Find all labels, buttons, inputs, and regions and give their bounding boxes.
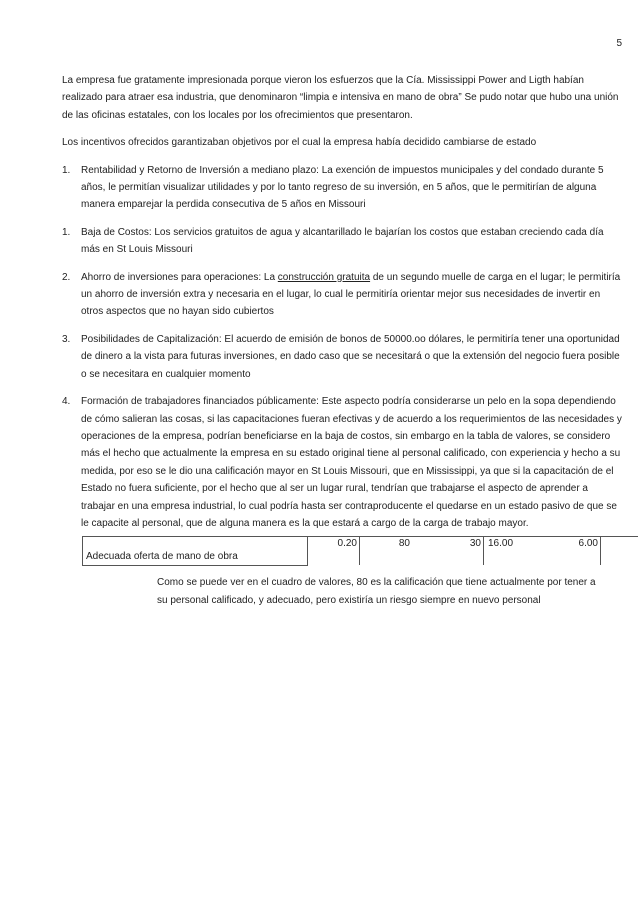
conclusion-paragraph: Como se puede ver en el cuadro de valores, 80 es la calificación que tiene actualmente por tener a su personal calificado, y adecuado, pero existiría un riesgo siempre en nuevo personal [157,577,596,606]
table-cell: 6.00 [578,538,598,550]
table-cell: 16.00 [483,537,521,565]
list-item-number: 1. [62,226,71,238]
text-segment: de un segundo muelle de carga en el lugar; le permitiría un ahorro de inversión extra y necesaria en el lugar, lo cual le permitiría orientar mejor sus necesidades de invertir en otros aspectos que no hayan sido cubiertos [81,271,621,318]
underlined-text: construcción gratuita [277,271,371,283]
list-item-number: 4. [62,396,71,408]
intro-paragraph: La empresa fue gratamente impresionada porque vieron los esfuerzos que la Cía. Mississippi Power and Ligth habían realizado para atraer esa industria, que denominaron “limpia e intensiva en mano de obra” Se pudo notar que hubo una unión de las oficinas estatales, con los locales por los ofrecimientos que presentaron. [62,75,619,121]
list-item [62,331,622,383]
list-item-text: Posibilidades de Capitalización: El acuerdo de emisión de bonos de 50000.oo dólares, le permitiría tener una oportunidad de dinero a la vista para futuras inversiones, en dado caso que se necesitará o que la extensión del negocio fuera posible o se necesitara en cualquier momento [81,333,620,380]
list-item-text: Rentabilidad y Retorno de Inversión a mediano plazo: La exención de impuestos municipales y del condado durante 5 años, le permitían visualizar utilidades y por lo tanto regreso de su inversión, en 5 años, que le permitirían de alguna manera emparejar la perdida consecutiva de 5 años en Missouri [81,164,604,211]
page-number: 5 [616,38,622,49]
list-item [62,162,622,214]
list-item-number: 1. [62,164,71,176]
table-cell: 0.20 [307,537,359,565]
text-segment: Ahorro de inversiones para operaciones: La [81,271,278,283]
list-item-text: Formación de trabajadores financiados públicamente: Este aspecto podría considerarse un pelo en la sopa dependiendo de cómo salieran las cosas, si las capacitaciones fueran efectivas y de acuerdo a los requerimientos de las necesidades y operaciones de la empresa, podrían beneficiarse en la baja de costos, sin embargo en la tabla de valores, se considero más el hecho que actualmente la empresa en su estado original tiene al personal calificado, con experiencia y hecho a su medida, por eso se le dio una calificación mayor en St Louis Missouri, que en Mississippi, ya que si la capacitación de el Estado no fuera suficiente, por el hecho que al ser un lugar rural, tendrían que trabajarse el aspecto de aprender a trabajar en una empresa industrial, lo cual podría hasta ser contraproducente el quedarse en un estado pasivo de que se le capacite al personal, que de alguna manera es la que estará a cargo de la carga de trabajo mayor. [81,396,622,529]
list-item [62,269,622,321]
values-table [62,536,622,566]
list-item-number: 3. [62,333,71,345]
criterion-label: Adecuada oferta de mano de obra [86,550,238,562]
document-body [62,72,622,609]
list-item [62,224,622,259]
table-cell: 80 [359,537,412,565]
list-item-text [81,269,622,321]
table-cell-empty [600,537,638,565]
table-row [82,536,638,565]
list-item-number: 2. [62,271,71,283]
list-item [62,393,622,532]
table-cell: 30 [469,538,481,550]
table-cell-label [82,537,308,566]
incentives-paragraph: Los incentivos ofrecidos garantizaban objetivos por el cual la empresa había decidido cambiarse de estado [62,137,537,149]
list-item-text: Baja de Costos: Los servicios gratuitos de agua y alcantarillado le bajarían los costos que estaban creciendo cada día más en St Louis Missouri [81,226,604,256]
